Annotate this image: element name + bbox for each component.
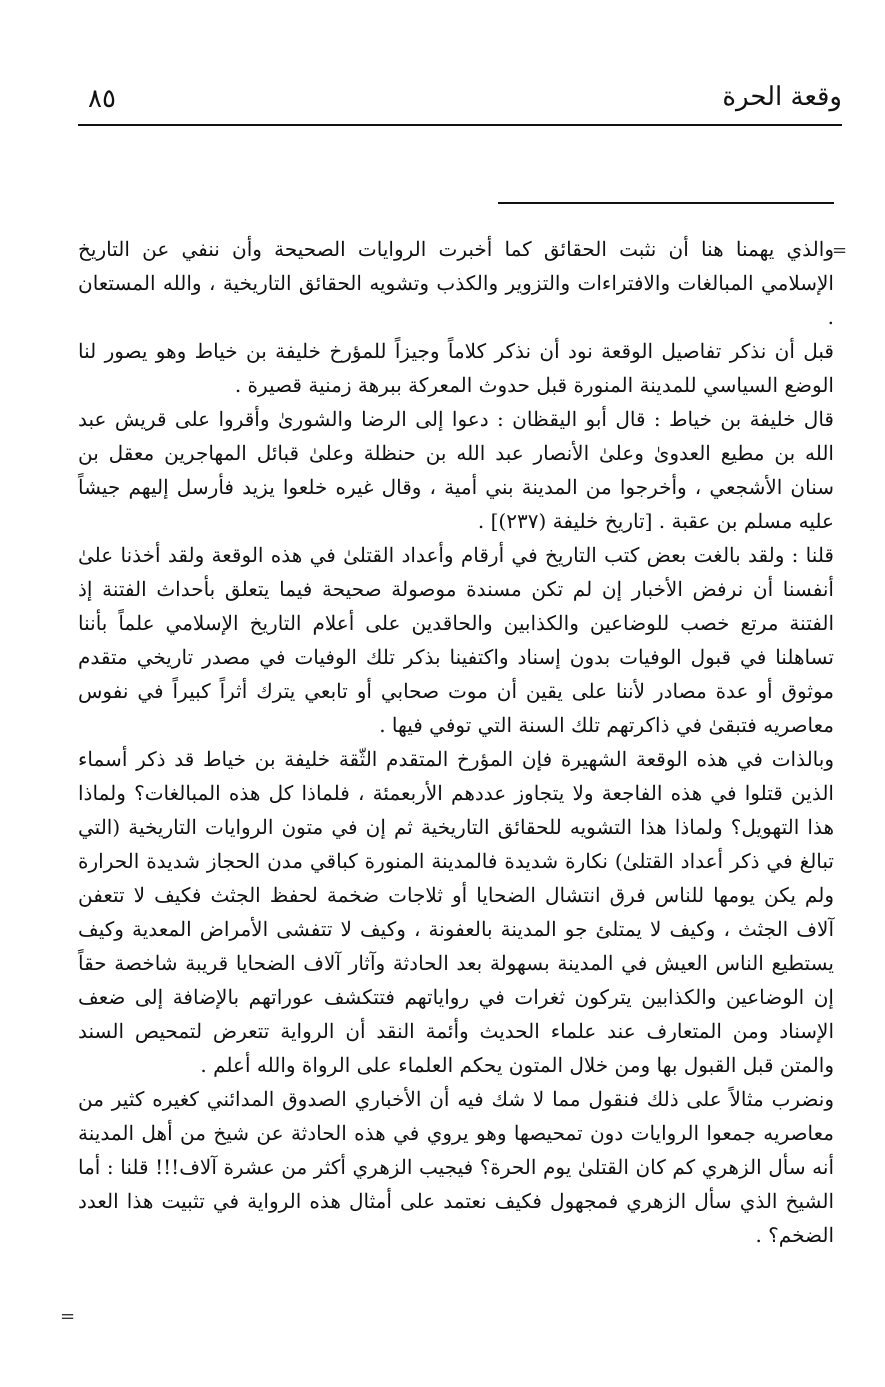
paragraph-analysis: وبالذات في هذه الوقعة الشهيرة فإن المؤرخ المتقدم الثّقة خليفة بن خياط قد ذكر أسماء الذين قتلوا في هذه الفاجعة ولا يتجاوز عددهم الأربعمئة ، فلماذا كل هذه المبالغات؟ ولماذا هذا التهويل؟ ولماذا هذا التشويه للحقائق التاريخية ثم إن في متون الروايات التاريخية (التي تبالغ في ذكر أعداد القتلىٰ) نكارة شديدة فالمدينة المنورة كباقي مدن الحجاز شديدة الحرارة ولم يكن يومها للناس فرق انتشال الضحايا أو ثلاجات ضخمة لحفظ الجثث فكيف لا تتعفن آلاف الجثث ، وكيف لا يمتلئ جو المدينة بالعفونة ، وكيف لا تتفشى الأمراض المعدية وكيف يستطيع الناس العيش في المدينة بسهولة بعد الحادثة وآثار آلاف الضحايا قريبة شاخصة حقاً إن الوضاعين والكذابين يتركون ثغرات في رواياتهم فتتكشف عوراتهم بالإضافة إلى ضعف الإسناد ومن المتعارف عند علماء الحديث وأئمة النقد أن الرواية تتعرض لتمحيص السند والمتن قبل القبول بها ومن خلال المتون يحكم العلماء على الرواة والله أعلم . <box>78 747 834 1077</box>
bottom-continuation-mark: = <box>60 1306 76 1327</box>
footnote-body <box>78 232 834 1252</box>
paragraph-context: قبل أن نذكر تفاصيل الوقعة نود أن نذكر كلاماً وجيزاً للمؤرخ خليفة بن خياط وهو يصور لنا الوضع السياسي للمدينة المنورة قبل حدوث المعركة ببرهة زمنية قصيرة . <box>78 339 834 397</box>
paragraph-khalifa-quote: قال خليفة بن خياط : قال أبو اليقظان : دعوا إلى الرضا والشورىٰ وأقروا على قريش عبد الله بن مطيع العدوىٰ وعلىٰ الأنصار عبد الله بن حنظلة وعلىٰ قبائل المهاجرين معقل بن سنان الأشجعي ، وأخرجوا من المدينة بني أمية ، وقال غيره خلعوا يزيد فأرسل إليهم جيشاً عليه مسلم بن عقبة . [تاريخ خليفة (٢٣٧)] . <box>78 407 834 533</box>
page-header <box>78 82 842 126</box>
running-title: وقعة الحرة <box>722 82 842 112</box>
paragraph-example: ونضرب مثالاً على ذلك فنقول مما لا شك فيه أن الأخباري الصدوق المدائني كغيره كثير من معاصريه جمعوا الروايات دون تمحيصها وهو يروي في هذه الحادثة عن شيخ من أهل المدينة أنه سأل الزهري كم كان القتلىٰ يوم الحرة؟ فيجيب الزهري أكثر من عشرة آلاف!!! قلنا : أما الشيخ الذي سأل الزهري فمجهول فكيف نعتمد على أمثال هذه الرواية في تثبيت هذا العدد الضخم؟ . <box>78 1087 834 1247</box>
paragraph-exaggeration: قلنا : ولقد بالغت بعض كتب التاريخ في أرقام وأعداد القتلىٰ في هذه الوقعة ولقد أخذنا علىٰ أنفسنا أن نرفض الأخبار إن لم تكن مسندة موصولة صحيحة فيما يتعلق بأحداث الفتنة إذ الفتنة مرتع خصب للوضاعين والكذابين والحاقدين على أعلام التاريخ الإسلامي علماً بأننا تساهلنا في قبول الوفيات بدون إسناد واكتفينا بذكر تلك الوفيات في مصدر تاريخي متقدم موثوق أو عدة مصادر لأننا على يقين أن موت صحابي أو تابعي يترك أثراً كبيراً في نفوس معاصريه فتبقىٰ في ذاكرتهم تلك السنة التي توفي فيها . <box>78 543 835 737</box>
header-rule <box>78 124 842 126</box>
continuation-mark: = <box>832 240 848 261</box>
paragraph-intro: والذي يهمنا هنا أن نثبت الحقائق كما أخبرت الروايات الصحيحة وأن ننفي عن التاريخ الإسلامي المبالغات والافتراءات والتزوير والكذب وتشويه الحقائق التاريخية ، والله المستعان . <box>78 237 834 329</box>
page-number: ٨٥ <box>88 84 116 114</box>
footnote-separator-rule <box>498 202 834 204</box>
